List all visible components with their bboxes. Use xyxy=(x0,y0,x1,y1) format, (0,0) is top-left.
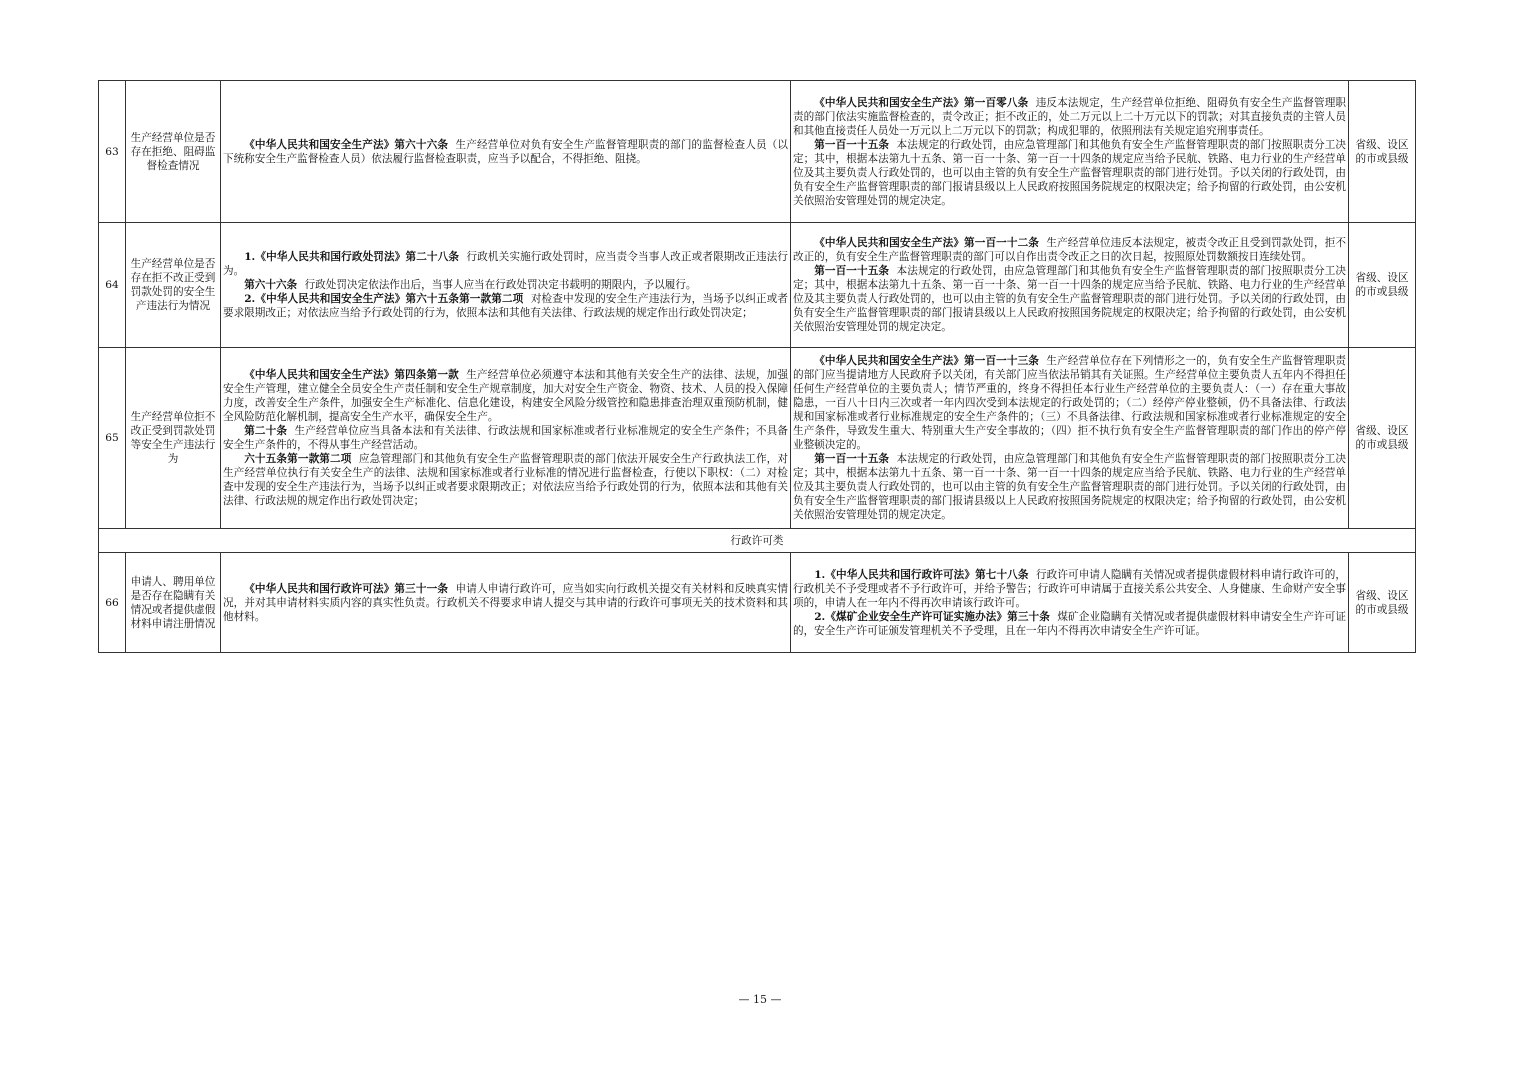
article-citation: 《中华人民共和国行政许可法》第三十一条 xyxy=(244,582,449,595)
inspection-table xyxy=(98,80,1416,653)
row-number: 65 xyxy=(99,348,126,529)
article-citation: 1.《中华人民共和国行政许可法》第七十八条 xyxy=(814,568,1029,581)
legal-basis-paragraph xyxy=(223,582,788,624)
penalty-paragraph xyxy=(793,354,1346,452)
inspection-item: 生产经营单位是否存在拒绝、阻碍监督检查情况 xyxy=(126,81,221,223)
penalty-paragraph xyxy=(793,138,1346,208)
jurisdiction-level: 省级、设区的市或县级 xyxy=(1349,553,1416,653)
row-number: 64 xyxy=(99,223,126,348)
penalty-paragraph xyxy=(793,236,1346,264)
legal-basis-paragraph xyxy=(223,424,788,452)
row-number: 63 xyxy=(99,81,126,223)
section-title: 行政许可类 xyxy=(99,529,1416,553)
article-text: 行政许可申请人隐瞒有关情况或者提供虚假材料申请行政许可的，行政机关不予受理或者不予行政许可，并给予警告；行政许可申请属于直接关系公共安全、人身健康、生命财产安全事项的，申请人在一年内不得再次申请该行政许可。 xyxy=(793,568,1346,609)
article-citation: 《中华人民共和国安全生产法》第一百一十二条 xyxy=(814,237,1039,249)
article-text: 本法规定的行政处罚，由应急管理部门和其他负有安全生产监督管理职责的部门按照职责分工决定；其中，根据本法第九十五条、第一百一十条、第一百一十四条的规定应当给予民航、铁路、电力行业的生产经营单位及其主要负责人行政处罚的，也可以由主管的负有安全生产监督管理职责的部门进行处罚。予以关闭的行政处罚，由负有安全生产监督管理职责的部门报请县级以上人民政府按照国务院规定的权限决定；给予拘留的行政处罚，由公安机关依照治安管理处罚的规定决定。 xyxy=(793,138,1347,207)
article-citation: 《中华人民共和国安全生产法》第四条第一款 xyxy=(244,369,459,381)
penalty-basis-cell xyxy=(791,223,1349,348)
penalty-paragraph xyxy=(793,96,1346,138)
legal-basis-cell xyxy=(221,348,791,529)
page-number: — 15 — xyxy=(738,993,782,1006)
article-citation: 《中华人民共和国安全生产法》第一百零八条 xyxy=(814,96,1029,109)
article-text: 生产经营单位必须遵守本法和其他有关安全生产的法律、法规，加强安全生产管理，建立健全全员安全生产责任制和安全生产规章制度，加大对安全生产资金、物资、技术、人员的投入保障力度，改善安全生产条件，加强安全生产标准化、信息化建设，构建安全风险分级管控和隐患排查治理双重预防机制，健全风险防范化解机制，提高安全生产水平，确保安全生产。 xyxy=(223,369,789,423)
legal-basis-paragraph xyxy=(223,368,788,424)
article-text: 生产经营单位违反本法规定，被责令改正且受到罚款处罚，拒不改正的，负有安全生产监督管理职责的部门可以自作出责令改正之日的次日起，按照原处罚数额按日连续处罚。 xyxy=(793,237,1347,263)
article-text: 应急管理部门和其他负有安全生产监督管理职责的部门依法开展安全生产行政执法工作，对生产经营单位执行有关安全生产的法律、法规和国家标准或者行业标准的情况进行监督检查，行使以下职权：（二）对检查中发现的安全生产违法行为，当场予以纠正或者要求限期改正；对依法应当给予行政处罚的行为，依照本法和其他有关法律、行政法规的规定作出行政处罚决定； xyxy=(223,453,789,507)
inspection-item: 生产经营单位是否存在拒不改正受到罚款处罚的安全生产违法行为情况 xyxy=(126,223,221,348)
article-citation: 2.《中华人民共和国安全生产法》第六十五条第一款第二项 xyxy=(244,293,524,305)
jurisdiction-level: 省级、设区的市或县级 xyxy=(1349,348,1416,529)
article-citation: 第六十六条 xyxy=(244,279,298,291)
legal-basis-paragraph xyxy=(223,250,788,278)
legal-basis-cell xyxy=(221,553,791,653)
penalty-paragraph xyxy=(793,568,1346,610)
article-text: 生产经营单位对负有安全生产监督管理职责的部门的监督检查人员（以下统称安全生产监督检查人员）依法履行监督检查职责，应当予以配合，不得拒绝、阻挠。 xyxy=(223,138,789,165)
penalty-paragraph xyxy=(793,264,1346,334)
legal-basis-cell xyxy=(221,81,791,223)
article-text: 对检查中发现的安全生产违法行为，当场予以纠正或者要求限期改正；对依法应当给予行政处罚的行为，依照本法和其他有关法律、行政法规的规定作出行政处罚决定； xyxy=(223,293,788,319)
article-text: 生产经营单位应当具备本法和有关法律、行政法规和国家标准或者行业标准规定的安全生产条件；不具备安全生产条件的，不得从事生产经营活动。 xyxy=(223,425,789,451)
penalty-paragraph xyxy=(793,452,1346,522)
legal-basis-cell xyxy=(221,223,791,348)
inspection-item: 申请人、聘用单位是否存在隐瞒有关情况或者提供虚假材料申请注册情况 xyxy=(126,553,221,653)
penalty-basis-cell xyxy=(791,81,1349,223)
inspection-item: 生产经营单位拒不改正受到罚款处罚等安全生产违法行为 xyxy=(126,348,221,529)
penalty-paragraph xyxy=(793,610,1346,638)
legal-basis-paragraph xyxy=(223,138,788,166)
article-citation: 六十五条第一款第二项 xyxy=(244,453,352,465)
article-citation: 1.《中华人民共和国行政处罚法》第二十八条 xyxy=(244,251,460,263)
section-row xyxy=(99,529,1416,553)
legal-basis-paragraph xyxy=(223,278,788,292)
article-text: 行政机关实施行政处罚时，应当责令当事人改正或者限期改正违法行为。 xyxy=(223,251,788,277)
penalty-basis-cell xyxy=(791,553,1349,653)
table-row xyxy=(99,553,1416,653)
article-text: 违反本法规定，生产经营单位拒绝、阻碍负有安全生产监督管理职责的部门依法实施监督检查的，责令改正；拒不改正的，处二万元以上二十万元以下的罚款；对其直接负责的主管人员和其他直接责任人员处一万元以上二万元以下的罚款；构成犯罪的，依照刑法有关规定追究刑事责任。 xyxy=(793,96,1347,137)
article-citation: 《中华人民共和国安全生产法》第六十六条 xyxy=(244,138,449,151)
penalty-basis-cell xyxy=(791,348,1349,529)
legal-basis-paragraph xyxy=(223,292,788,320)
article-citation: 第一百一十五条 xyxy=(814,138,890,151)
article-text: 本法规定的行政处罚，由应急管理部门和其他负有安全生产监督管理职责的部门按照职责分工决定；其中，根据本法第九十五条、第一百一十条、第一百一十四条的规定应当给予民航、铁路、电力行业的生产经营单位及其主要负责人行政处罚的，也可以由主管的负有安全生产监督管理职责的部门进行处罚。予以关闭的行政处罚，由负有安全生产监督管理职责的部门报请县级以上人民政府按照国务院规定的权限决定；给予拘留的行政处罚，由公安机关依照治安管理处罚的规定决定。 xyxy=(793,265,1347,333)
article-text: 本法规定的行政处罚，由应急管理部门和其他负有安全生产监督管理职责的部门按照职责分工决定；其中，根据本法第九十五条、第一百一十条、第一百一十四条的规定应当给予民航、铁路、电力行业的生产经营单位及其主要负责人行政处罚的，也可以由主管的负有安全生产监督管理职责的部门进行处罚。予以关闭的行政处罚，由负有安全生产监督管理职责的部门报请县级以上人民政府按照国务院规定的权限决定；给予拘留的行政处罚，由公安机关依照治安管理处罚的规定决定。 xyxy=(793,453,1347,521)
row-number: 66 xyxy=(99,553,126,653)
article-citation: 第一百一十五条 xyxy=(814,265,890,277)
article-citation: 2.《煤矿企业安全生产许可证实施办法》第三十条 xyxy=(814,610,1050,623)
article-text: 申请人申请行政许可，应当如实向行政机关提交有关材料和反映真实情况，并对其申请材料实质内容的真实性负责。行政机关不得要求申请人提交与其申请的行政许可事项无关的技术资料和其他材料。 xyxy=(223,582,789,623)
article-citation: 第一百一十五条 xyxy=(814,453,890,465)
article-text: 行政处罚决定依法作出后，当事人应当在行政处罚决定书载明的期限内，予以履行。 xyxy=(304,279,697,291)
article-citation: 第二十条 xyxy=(244,425,288,437)
article-text: 煤矿企业隐瞒有关情况或者提供虚假材料申请安全生产许可证的，安全生产许可证颁发管理机关不予受理，且在一年内不得再次申请安全生产许可证。 xyxy=(793,610,1346,637)
jurisdiction-level: 省级、设区的市或县级 xyxy=(1349,81,1416,223)
table-row xyxy=(99,223,1416,348)
table-row xyxy=(99,348,1416,529)
table-row xyxy=(99,81,1416,223)
article-citation: 《中华人民共和国安全生产法》第一百一十三条 xyxy=(814,355,1039,367)
jurisdiction-level: 省级、设区的市或县级 xyxy=(1349,223,1416,348)
legal-basis-paragraph xyxy=(223,452,788,508)
article-text: 生产经营单位存在下列情形之一的，负有安全生产监督管理职责的部门应当提请地方人民政府予以关闭，有关部门应当依法吊销其有关证照。生产经营单位主要负责人五年内不得担任任何生产经营单位的主要负责人；情节严重的，终身不得担任本行业生产经营单位的主要负责人：（一）存在重大事故隐患，一百八十日内三次或者一年内四次受到本法规定的行政处罚的；（二）经停产停业整顿，仍不具备法律、行政法规和国家标准或者行业标准规定的安全生产条件的；（三）不具备法律、行政法规和国家标准或者行业标准规定的安全生产条件，导致发生重大、特别重大生产安全事故的；（四）拒不执行负有安全生产监督管理职责的部门作出的停产停业整顿决定的。 xyxy=(793,355,1347,451)
